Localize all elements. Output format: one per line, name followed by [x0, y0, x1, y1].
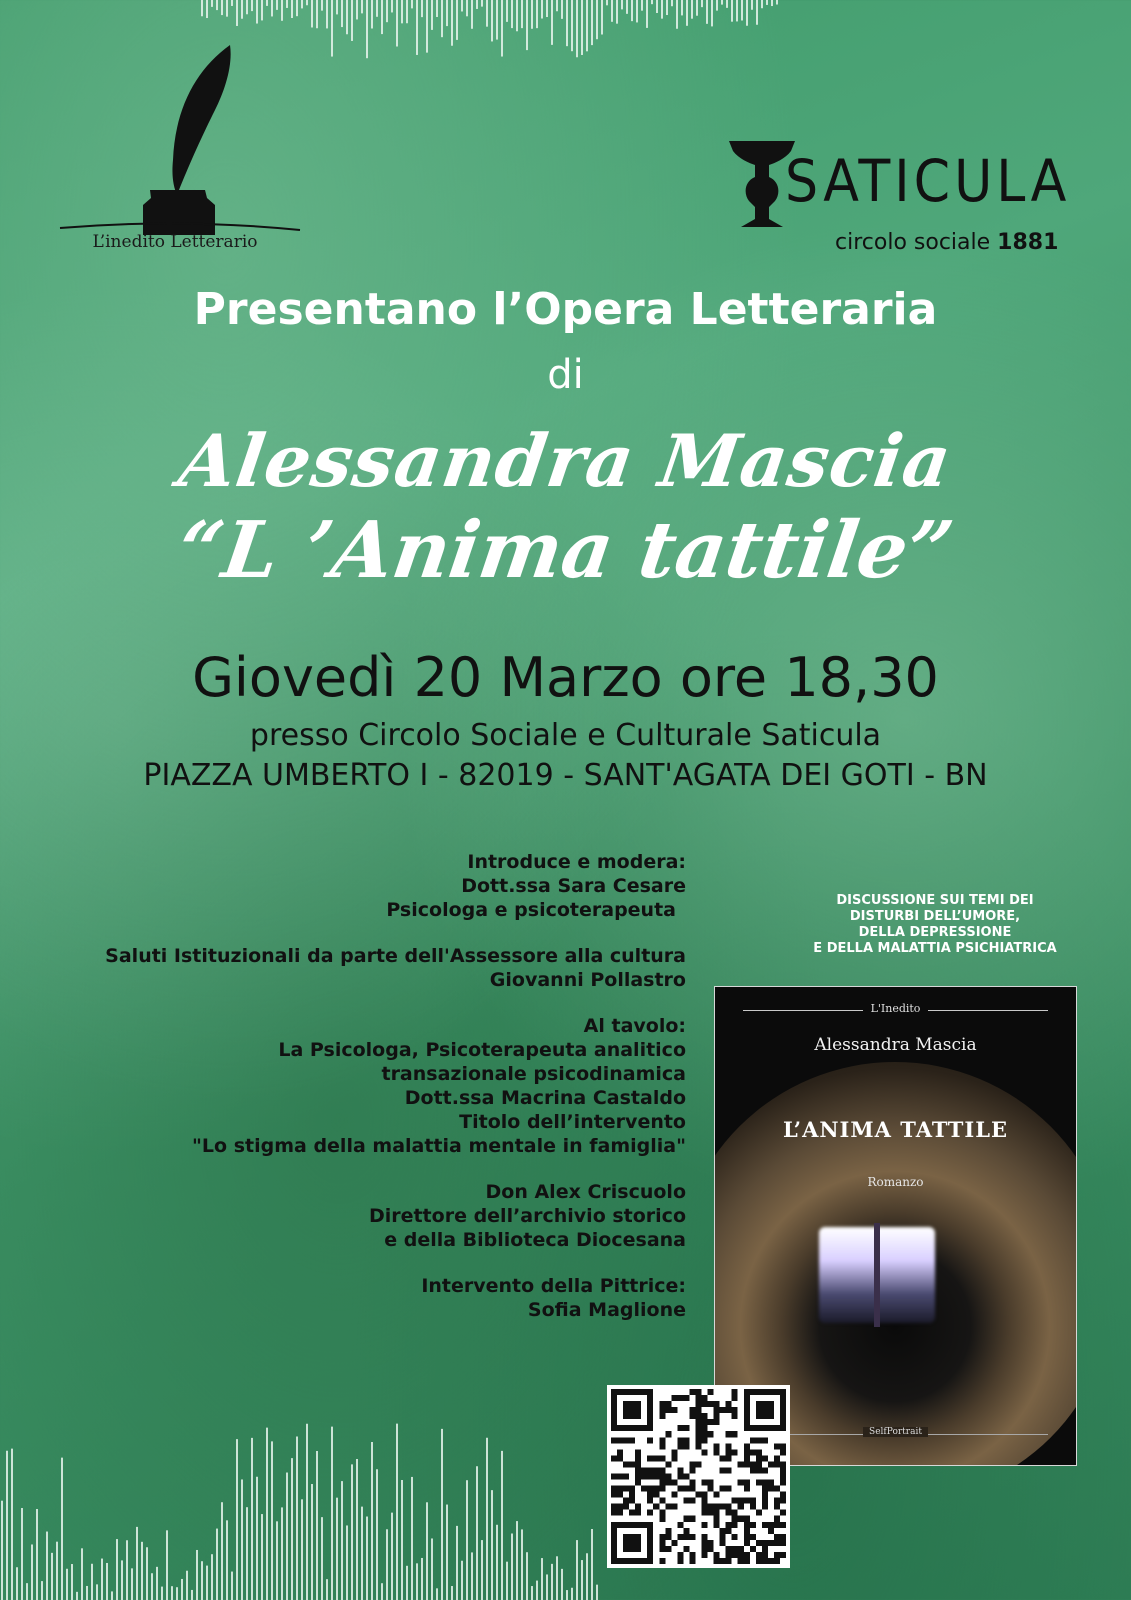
program-section-painter	[0, 1274, 686, 1322]
note-line: E DELLA MALATTIA PSICHIATRICA	[813, 941, 1057, 956]
di-text: di	[547, 352, 584, 398]
event-venue: presso Circolo Sociale e Culturale Saticula	[249, 718, 882, 753]
program-line: Introduce e modera:	[467, 851, 686, 873]
author-name: Alessandra Mascia	[174, 418, 957, 503]
program-line: e della Biblioteca Diocesana	[384, 1229, 686, 1251]
note-line: DISTURBI DELL’UMORE,	[849, 909, 1021, 924]
program-line: Saluti Istituzionali da parte dell'Assessore alla cultura	[105, 945, 686, 967]
discussion-topics-note	[800, 893, 1070, 957]
note-line: DELLA DEPRESSIONE	[858, 925, 1012, 940]
book-footer-text: SelfPortrait	[863, 1427, 928, 1437]
event-address: PIAZZA UMBERTO I - 82019 - SANT'AGATA DEI GOTI - BN	[143, 758, 988, 793]
soundwave-bottom-decoration	[0, 1410, 600, 1600]
saticula-subtitle	[835, 232, 1058, 254]
book-publisher	[715, 1002, 1076, 1015]
saticula-year: 1881	[997, 230, 1059, 255]
saticula-wordmark: SATICULA	[785, 147, 1071, 215]
note-line: DISCUSSIONE SUI TEMI DEI	[836, 893, 1034, 908]
program-section-table	[0, 1014, 686, 1158]
presentano-heading: Presentano l’Opera Letteraria	[193, 284, 938, 335]
book-publisher-text: L'Inedito	[863, 1002, 929, 1015]
quill-inkwell-logo	[55, 40, 305, 260]
program-section-moderator	[0, 850, 686, 922]
program-line: La Psicologa, Psicoterapeuta analitico	[278, 1039, 686, 1061]
program-section-greetings	[0, 944, 686, 992]
program-line: "Lo stigma della malattia mentale in famiglia"	[192, 1135, 686, 1157]
event-date: Giovedì 20 Marzo ore 18,30	[192, 646, 939, 709]
program-line: Intervento della Pittrice:	[421, 1275, 686, 1297]
program-list	[0, 850, 686, 1322]
program-line: Titolo dell’intervento	[459, 1111, 686, 1133]
program-line: Sofia Maglione	[527, 1299, 686, 1321]
program-line: Psicologa e psicoterapeuta	[386, 899, 676, 921]
book-title-heading: “L ’Anima tattile”	[172, 505, 959, 596]
saticula-sub-text: circolo sociale	[835, 230, 991, 255]
book-cover-title: L’ANIMA TATTILE	[783, 1117, 1008, 1142]
book-cover-genre: Romanzo	[867, 1175, 924, 1189]
program-line: Direttore dell’archivio storico	[368, 1205, 686, 1227]
program-line: Don Alex Criscuolo	[485, 1181, 686, 1203]
book-cover-author: Alessandra Mascia	[814, 1035, 977, 1055]
linedito-logo-caption: L’inedito Letterario	[92, 232, 258, 252]
program-line: Giovanni Pollastro	[489, 969, 686, 991]
program-section-speaker	[0, 1180, 686, 1252]
program-line: transazionale psicodinamica	[381, 1063, 686, 1085]
program-line: Al tavolo:	[583, 1015, 686, 1037]
qr-code[interactable]	[607, 1385, 790, 1568]
program-line: Dott.ssa Sara Cesare	[461, 875, 686, 897]
program-line: Dott.ssa Macrina Castaldo	[404, 1087, 686, 1109]
